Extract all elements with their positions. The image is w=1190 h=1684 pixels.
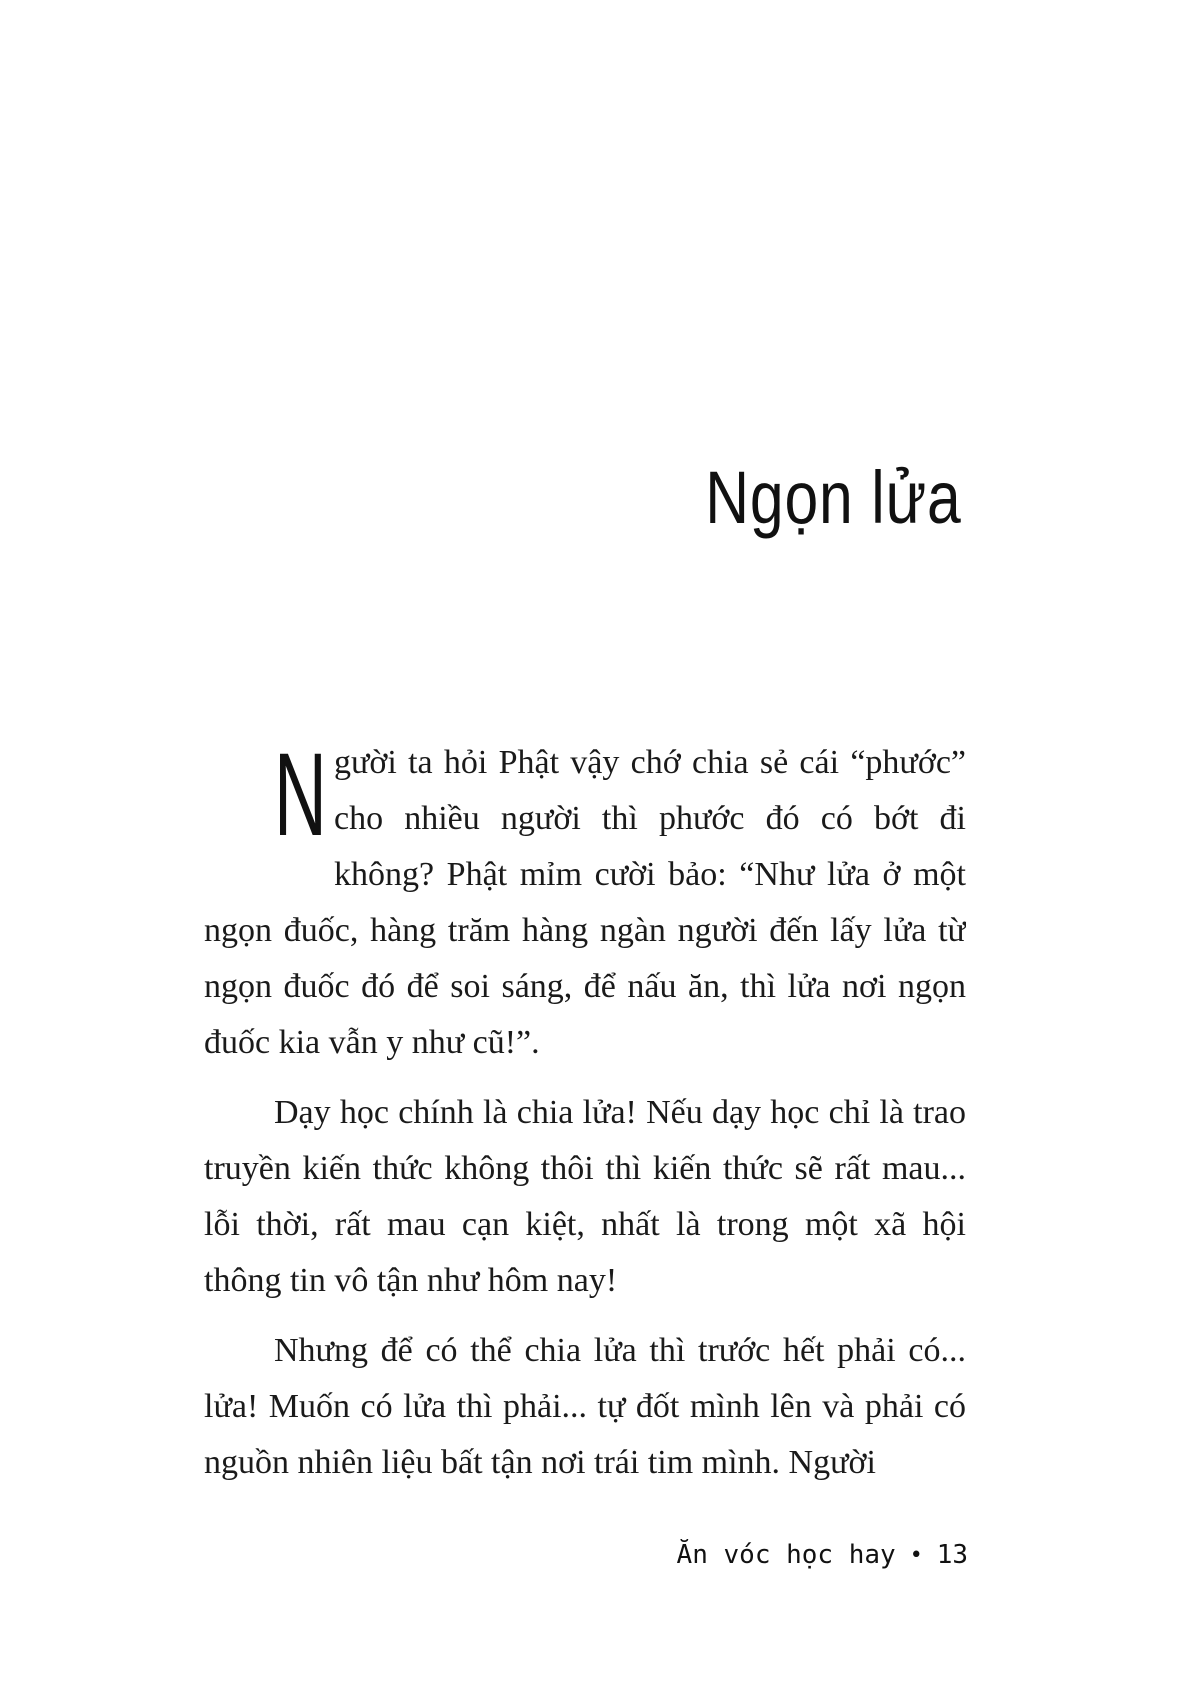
paragraph-1 xyxy=(204,735,966,1071)
footer-book-title: Ăn vóc học hay xyxy=(676,1540,896,1570)
footer-separator: • xyxy=(909,1542,923,1568)
running-footer xyxy=(677,1540,968,1570)
paragraph-1-text: gười ta hỏi Phật vậy chớ chia sẻ cái “phước” cho nhiều người thì phước đó có bớt đi không? Phật mỉm cười bảo: “Như lửa ở một ngọn đuốc, hàng trăm hàng ngàn người đến lấy lửa từ ngọn đuốc đó để soi sáng, để nấu ăn, thì lửa nơi ngọn đuốc kia vẫn y như cũ!”. xyxy=(204,744,966,1061)
paragraph-2: Dạy học chính là chia lửa! Nếu dạy học chỉ là trao truyền kiến thức không thôi thì kiến thức sẽ rất mau... lỗi thời, rất mau cạn kiệt, nhất là trong một xã hội thông tin vô tận như hôm nay! xyxy=(204,1094,966,1299)
chapter-title: Ngọn lửa xyxy=(705,456,962,539)
body-text xyxy=(204,735,966,1505)
paragraph-3: Nhưng để có thể chia lửa thì trước hết phải có... lửa! Muốn có lửa thì phải... tự đốt mình lên và phải có nguồn nhiên liệu bất tận nơi trái tim mình. Người xyxy=(204,1332,966,1481)
page-number: 13 xyxy=(936,1540,968,1570)
drop-cap: N xyxy=(274,735,327,861)
